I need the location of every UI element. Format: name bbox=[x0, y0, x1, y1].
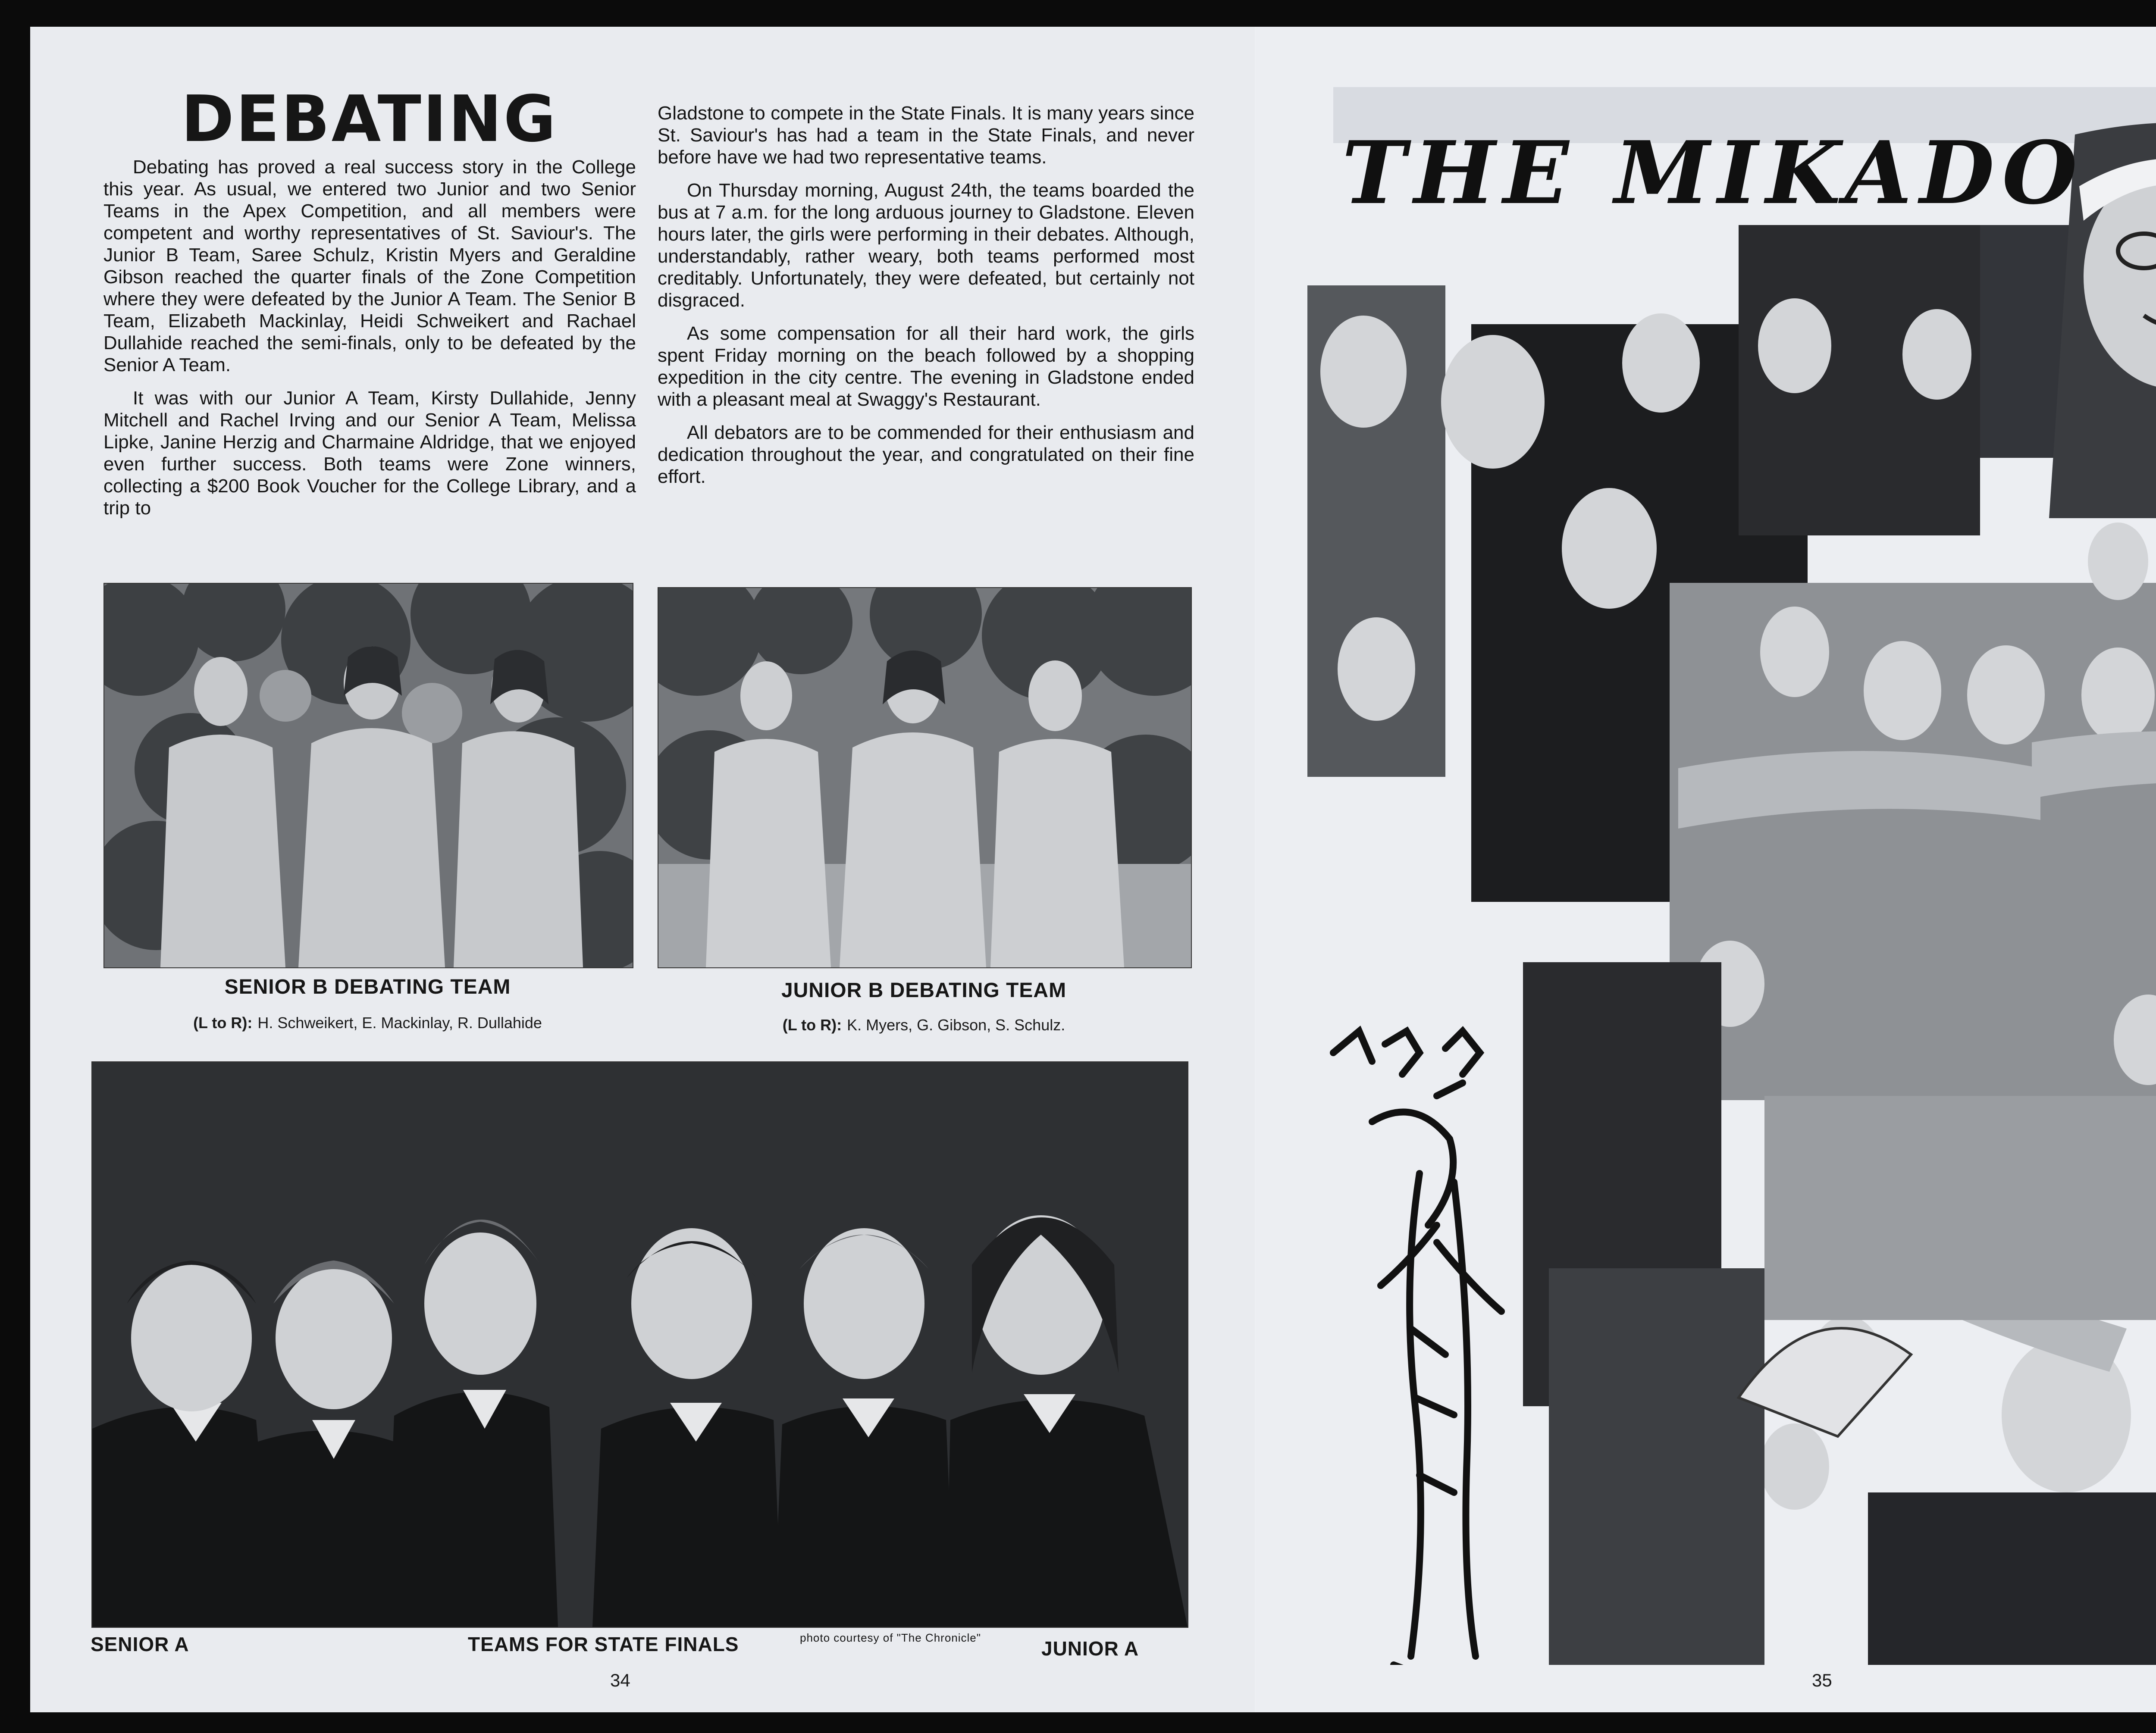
paragraph: On Thursday morning, August 24th, the teams boarded the bus at 7 a.m. for the long arduous journey to Gladstone. Eleven hours later, the girls were performing in their debates. Although, understandably, rather weary, both teams performed most creditably. Unfortunately, they were defeated, but certainly not disgraced. bbox=[658, 180, 1194, 311]
junior-a-label: JUNIOR A bbox=[1041, 1637, 1139, 1660]
names-list: K. Myers, G. Gibson, S. Schulz. bbox=[847, 1016, 1065, 1034]
names-list: H. Schweikert, E. Mackinlay, R. Dullahide bbox=[257, 1014, 542, 1032]
left-page bbox=[30, 27, 1255, 1712]
mikado-photo-collage bbox=[1307, 122, 2156, 1665]
article-column-1 bbox=[103, 156, 636, 530]
paragraph: Gladstone to compete in the State Finals. It is many years since St. Saviour's has had a team in the State Finals, and never before have we had two representative teams. bbox=[658, 103, 1194, 168]
paragraph: It was with our Junior A Team, Kirsty Dullahide, Jenny Mitchell and Rachel Irving and our Senior A Team, Melissa Lipke, Janine Herzig and Charmaine Aldridge, that we enjoyed even further success. Both teams were Zone winners, collecting a $200 Book Voucher for the College Library, and a trip to bbox=[103, 388, 636, 519]
state-finals-teams-photo bbox=[91, 1061, 1188, 1628]
senior-b-team-photo bbox=[103, 583, 633, 968]
senior-b-names bbox=[103, 1014, 632, 1032]
paragraph: All debators are to be commended for their enthusiasm and dedication throughout the year, and congratulated on their fine effort. bbox=[658, 422, 1194, 487]
paragraph: Debating has proved a real success story in the College this year. As usual, we entered two Junior and two Senior Teams in the Apex Competition, and all members were competent and worthy representatives of St. Saviour's. The Junior B Team, Saree Schulz, Kristin Myers and Geraldine Gibson reached the quarter finals of the Zone Competition where they were defeated by the Junior A Team. The Senior B Team, Elizabeth Mackinlay, Heidi Schweikert and Rachael Dullahide reached the semi-finals, only to be defeated by the Senior A Team. bbox=[103, 156, 636, 375]
junior-b-team-photo bbox=[658, 587, 1192, 968]
junior-b-caption: JUNIOR B DEBATING TEAM bbox=[781, 979, 1067, 1002]
senior-b-caption: SENIOR B DEBATING TEAM bbox=[224, 976, 511, 998]
junior-b-names bbox=[658, 1016, 1190, 1034]
page-headline: DEBATING bbox=[181, 82, 558, 156]
paragraph: As some compensation for all their hard work, the girls spent Friday morning on the beach followed by a shopping expedition in the city centre. The evening in Gladstone ended with a pleasant meal at Swaggy's Restaurant. bbox=[658, 323, 1194, 410]
teams-for-state-finals-label: TEAMS FOR STATE FINALS bbox=[468, 1633, 739, 1655]
names-prefix: (L to R): bbox=[193, 1014, 253, 1032]
collage-drawing bbox=[1307, 122, 2156, 1665]
page-number: 34 bbox=[610, 1670, 630, 1690]
article-column-2 bbox=[658, 102, 1194, 499]
page-number: 35 bbox=[1812, 1670, 1832, 1690]
names-prefix: (L to R): bbox=[782, 1016, 842, 1034]
mikado-title: THE MIKADO bbox=[1342, 122, 2085, 224]
right-page bbox=[1256, 27, 2156, 1712]
senior-a-label: SENIOR A bbox=[91, 1633, 189, 1655]
photo-credit: photo courtesy of "The Chronicle" bbox=[800, 1631, 981, 1644]
